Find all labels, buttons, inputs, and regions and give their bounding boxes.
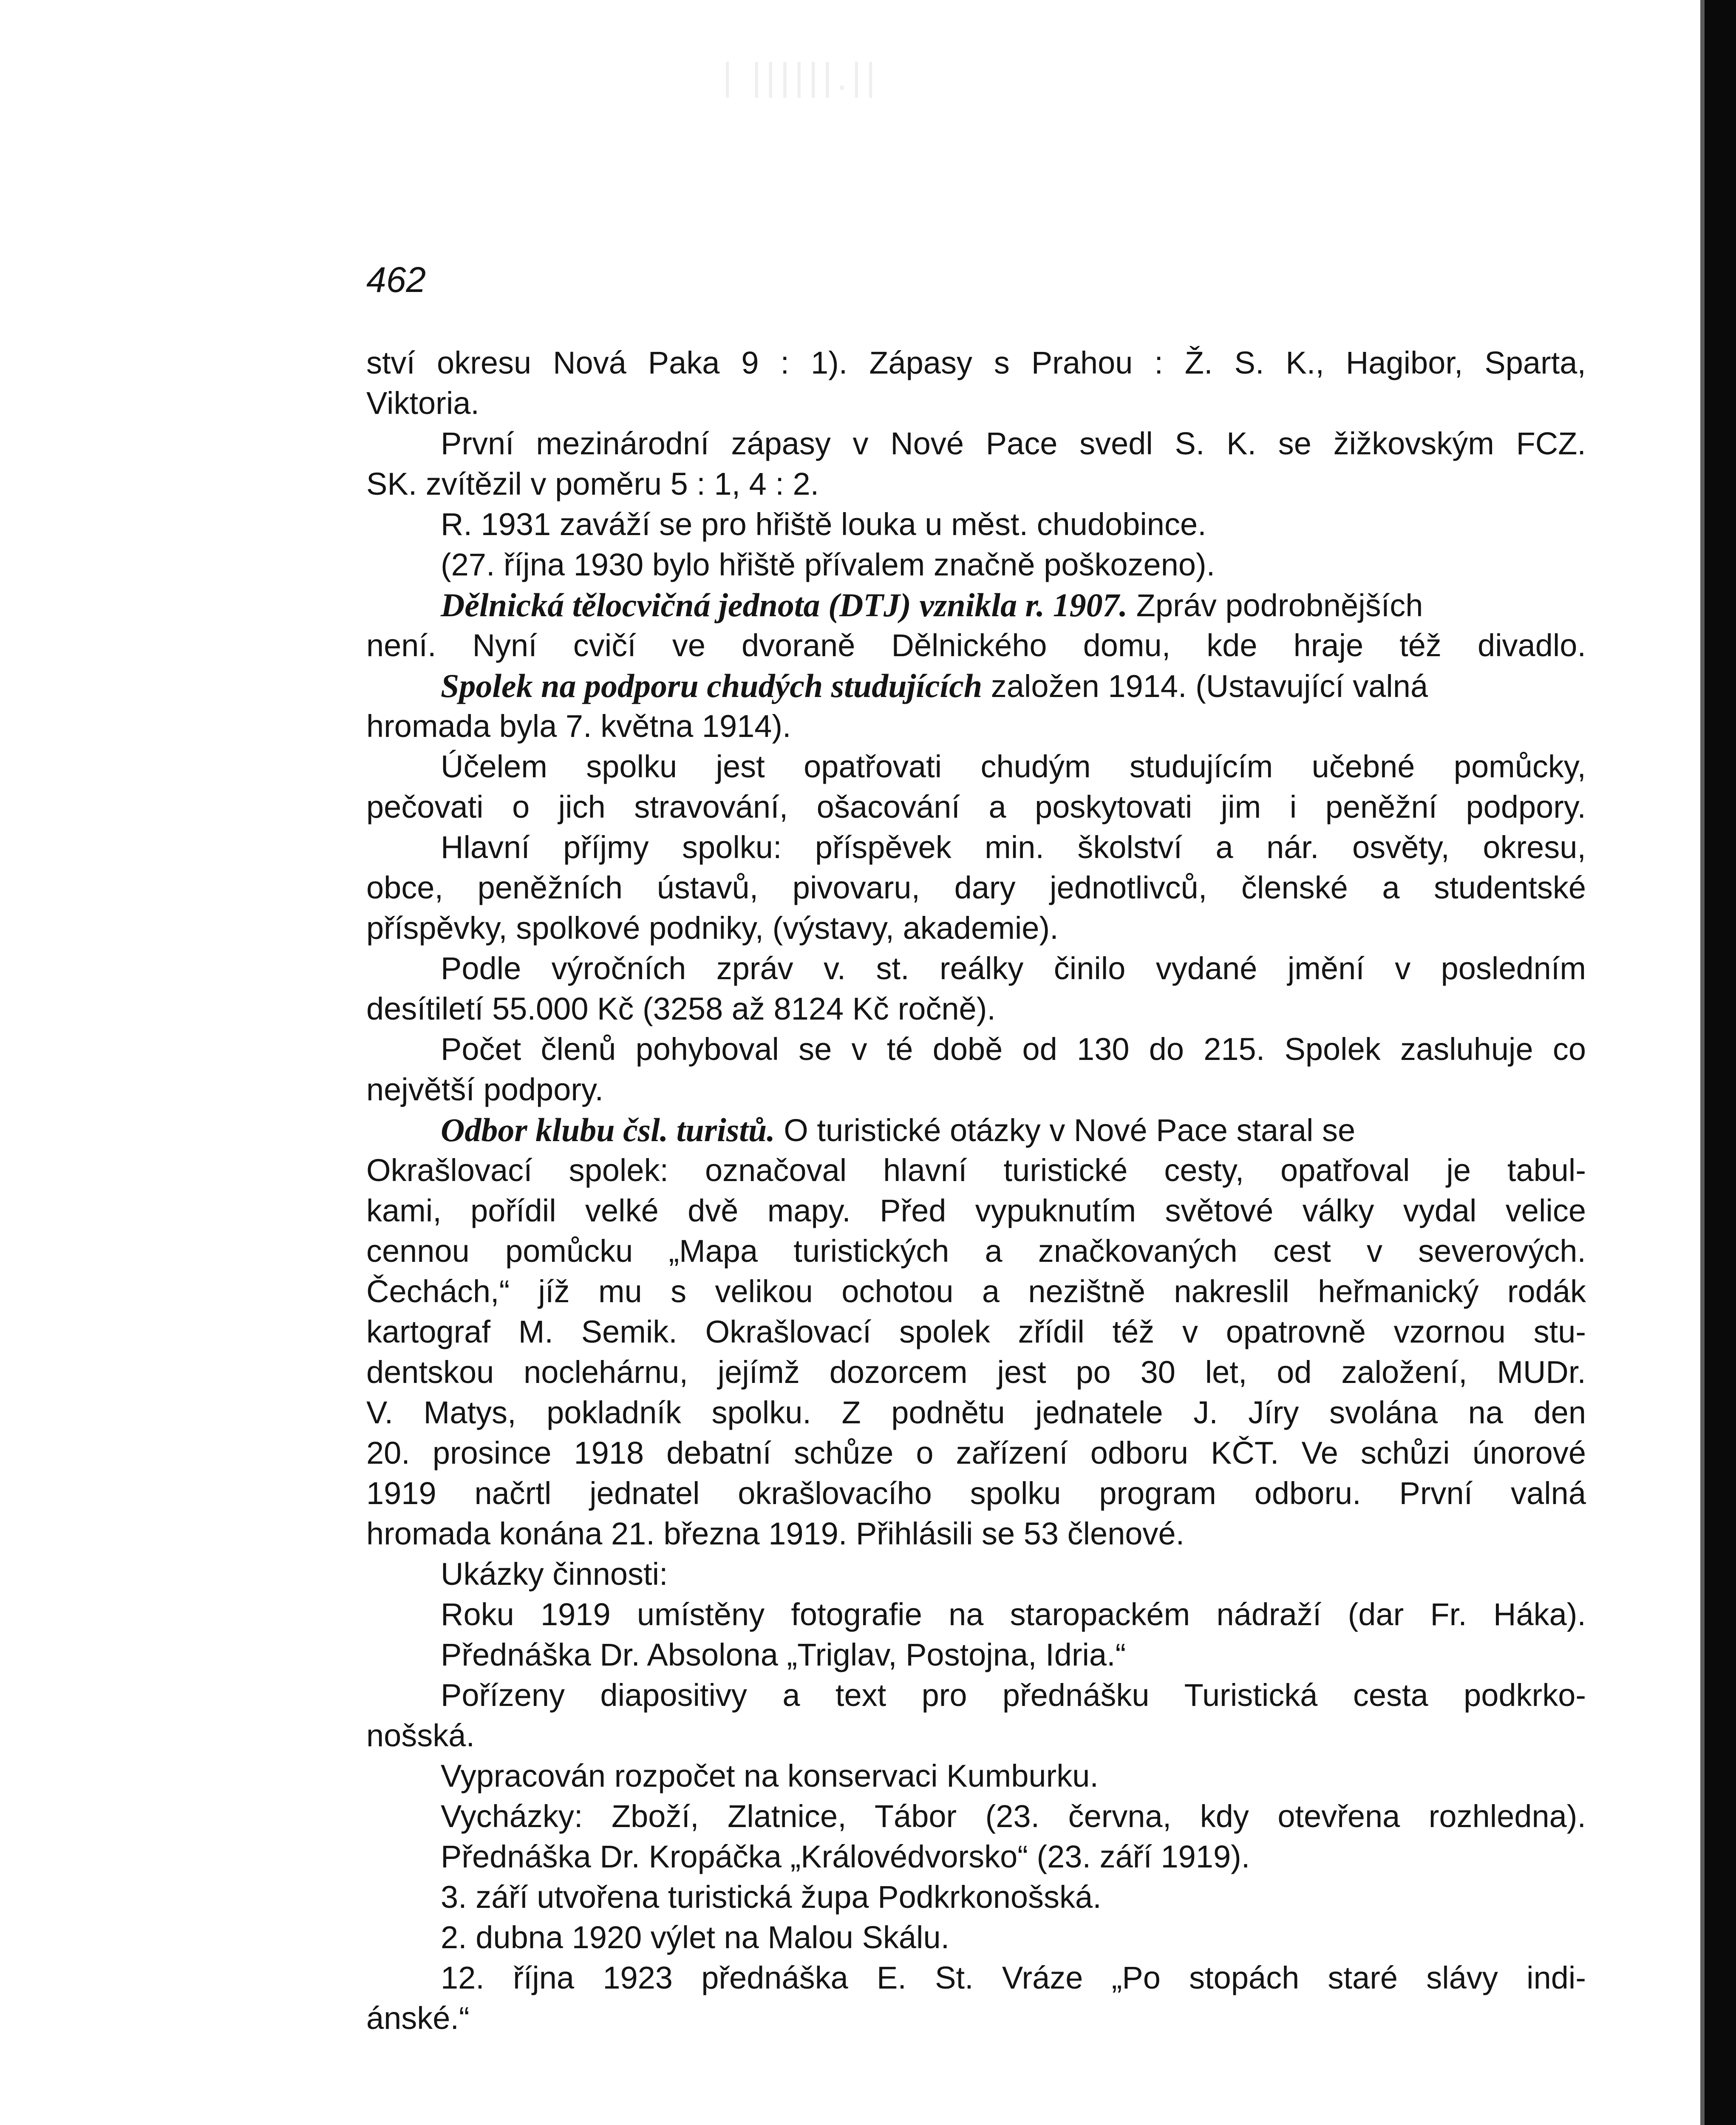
- section-heading-odbor: Odbor klubu čsl. turistů.: [441, 1111, 775, 1148]
- text-line: (27. října 1930 bylo hřiště přívalem značně poškozeno).: [441, 547, 1215, 582]
- text-fragment: založen 1914. (Ustavující valná: [982, 669, 1428, 704]
- text-line: Ukázky činnosti:: [441, 1556, 668, 1592]
- text-line: desítiletí 55.000 Kč (3258 až 8124 Kč ročně).: [366, 991, 996, 1026]
- text-line: Účelem spolku jest opatřovati chudým studujícím učebné pomůcky,: [441, 749, 1586, 784]
- text-line: dentskou noclehárnu, jejímž dozorcem jest po 30 let, od založení, MUDr.: [366, 1354, 1586, 1390]
- text-line: největší podpory.: [366, 1072, 604, 1107]
- text-fragment: O turistické otázky v Nové Pace staral se: [775, 1113, 1356, 1148]
- scan-edge-right: [1705, 0, 1736, 2125]
- text-line: Vycházky: Zboží, Zlatnice, Tábor (23. června, kdy otevřena rozhledna).: [441, 1799, 1586, 1834]
- text-line: Počet členů pohyboval se v té době od 130 do 215. Spolek zasluhuje co: [441, 1031, 1586, 1067]
- text-line: nošská.: [366, 1718, 475, 1753]
- scan-edge-shadow: [1700, 0, 1705, 2125]
- text-line: Přednáška Dr. Absolona „Triglav, Postojna, Idria.“: [441, 1637, 1126, 1672]
- text-line: Pořízeny diapositivy a text pro přednášku Turistická cesta podkrko-: [441, 1677, 1586, 1713]
- text-line: ství okresu Nová Paka 9 : 1). Zápasy s Prahou : Ž. S. K., Hagibor, Sparta,: [366, 345, 1586, 380]
- text-line: Přednáška Dr. Kropáčka „Královédvorsko“ (23. září 1919).: [441, 1839, 1250, 1874]
- text-line: R. 1931 zaváží se pro hřiště louka u měst. chudobince.: [441, 507, 1206, 542]
- text-line: Čechách,“ jíž mu s velikou ochotou a nezištně nakreslil heřmanický rodák: [366, 1274, 1586, 1309]
- section-heading-spolek: Spolek na podporu chudých studujících: [441, 667, 983, 704]
- text-line: 3. září utvořena turistická župa Podkrkonošská.: [441, 1879, 1102, 1915]
- section-odbor: [366, 1110, 1586, 1150]
- text-line: není. Nyní cvičí ve dvoraně Dělnického domu, kde hraje též divadlo.: [366, 628, 1586, 663]
- bleed-through-text: | ||||||.||: [722, 56, 880, 98]
- text-line: 1919 načrtl jednatel okrašlovacího spolku program odboru. První valná: [366, 1476, 1586, 1511]
- text-line: Hlavní příjmy spolku: příspěvek min. školství a nár. osvěty, okresu,: [441, 830, 1586, 865]
- text-line: hromada byla 7. května 1914).: [366, 708, 791, 744]
- text-line: V. Matys, pokladník spolku. Z podnětu jednatele J. Jíry svolána na den: [366, 1395, 1586, 1430]
- section-heading-dtj: Dělnická tělocvičná jednota (DTJ) vznikla r. 1907.: [441, 586, 1128, 623]
- text-line: 12. října 1923 přednáška E. St. Vráze „Po stopách staré slávy indi-: [441, 1960, 1586, 1995]
- text-line: Podle výročních zpráv v. st. reálky činilo vydané jmění v posledním: [441, 951, 1586, 986]
- text-line: Okrašlovací spolek: označoval hlavní turistické cesty, opatřoval je tabul-: [366, 1153, 1586, 1188]
- text-line: pečovati o jich stravování, ošacování a poskytovati jim i peněžní podpory.: [366, 789, 1586, 824]
- text-line: 2. dubna 1920 výlet na Malou Skálu.: [441, 1920, 950, 1955]
- text-line: Vypracován rozpočet na konservaci Kumburku.: [441, 1758, 1099, 1794]
- text-line: kartograf M. Semik. Okrašlovací spolek zřídil též v opatrovně vzornou stu-: [366, 1314, 1586, 1349]
- text-line: hromada konána 21. března 1919. Přihlásili se 53 členové.: [366, 1516, 1185, 1551]
- section-spolek: [366, 666, 1586, 706]
- text-line: Viktoria.: [366, 385, 479, 421]
- body-text: [366, 343, 1586, 2038]
- text-line: Roku 1919 umístěny fotografie na staropackém nádraží (dar Fr. Háka).: [441, 1597, 1586, 1632]
- text-line: cennou pomůcku „Mapa turistických a značkovaných cest v severových.: [366, 1233, 1586, 1269]
- text-fragment: Zpráv podrobnějších: [1127, 588, 1423, 623]
- text-line: První mezinárodní zápasy v Nové Pace svedl S. K. se žižkovským FCZ.: [441, 426, 1586, 461]
- text-line: kami, pořídil velké dvě mapy. Před vypuknutím světové války vydal velice: [366, 1193, 1586, 1228]
- text-line: příspěvky, spolkové podniky, (výstavy, akademie).: [366, 910, 1059, 946]
- text-line: obce, peněžních ústavů, pivovaru, dary jednotlivců, členské a studentské: [366, 870, 1586, 905]
- page-number: 462: [366, 260, 426, 300]
- text-line: 20. prosince 1918 debatní schůze o zařízení odboru KČT. Ve schůzi únorové: [366, 1435, 1586, 1470]
- section-dtj: [366, 585, 1586, 625]
- text-line: SK. zvítězil v poměru 5 : 1, 4 : 2.: [366, 466, 819, 502]
- text-line: ánské.“: [366, 2000, 470, 2036]
